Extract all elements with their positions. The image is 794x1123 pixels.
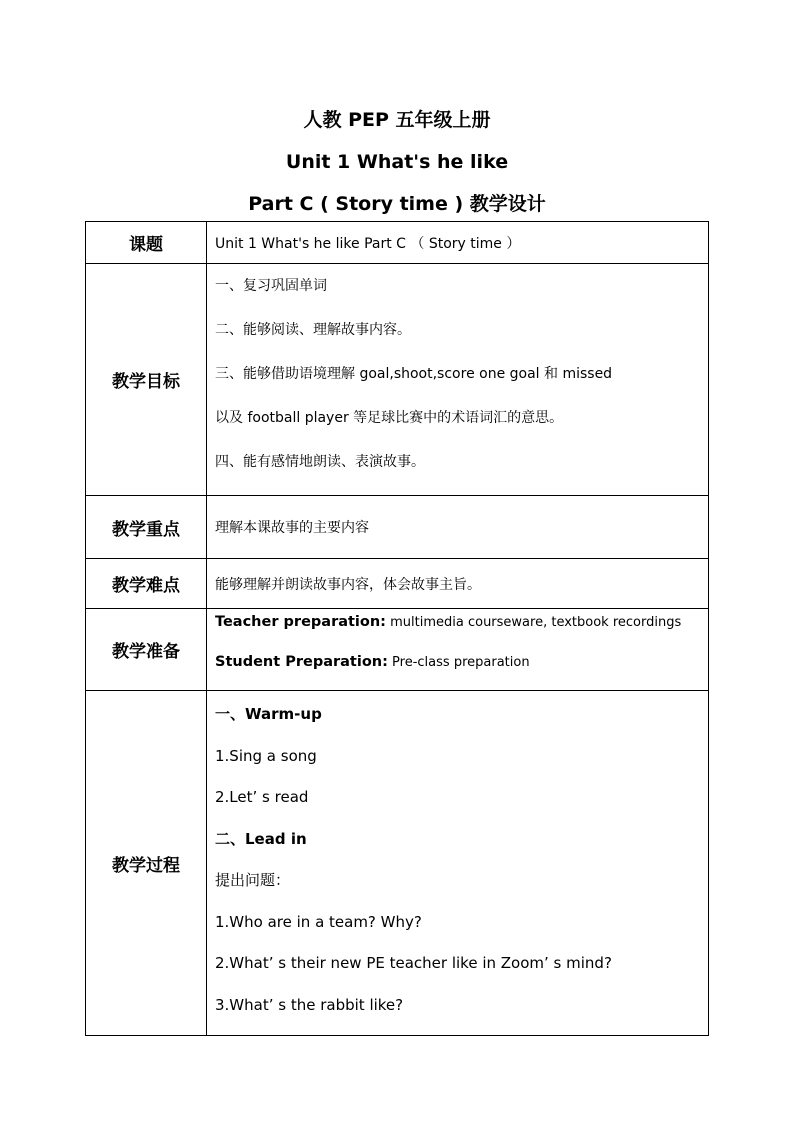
teacher-preparation [215, 610, 700, 650]
table-row-process [86, 691, 709, 1036]
student-preparation-label: Student Preparation: [215, 653, 388, 670]
student-preparation-value: Pre-class preparation [387, 654, 530, 670]
table-row-focus [86, 496, 709, 559]
process-step: 2.Let’ s read [215, 788, 309, 806]
table-row-goals [86, 264, 709, 496]
teacher-preparation-label: Teacher preparation: [215, 613, 386, 630]
table-row-topic [86, 222, 709, 264]
difficulty-label: 教学难点 [86, 559, 207, 609]
goal-item: 二、能够阅读、理解故事内容。 [215, 322, 411, 338]
topic-label: 课题 [86, 222, 207, 264]
topic-value [207, 222, 709, 264]
student-preparation [215, 650, 700, 690]
process-section-heading: 二、Lead in [215, 829, 307, 848]
goals-content [207, 264, 709, 496]
process-content [207, 691, 709, 1036]
document-title-unit: Unit 1 What's he like [285, 151, 509, 173]
lesson-plan-table [85, 221, 709, 1036]
document-title-block [0, 102, 794, 228]
teacher-preparation-value: multimedia courseware, textbook recordings [385, 614, 682, 630]
process-question: 3.What’ s the rabbit like? [215, 995, 404, 1014]
process-step: 提出问题： [215, 871, 291, 889]
focus-text: 理解本课故事的主要内容 [215, 520, 369, 536]
goals-label: 教学目标 [86, 264, 207, 496]
difficulty-value [207, 559, 709, 609]
topic-text: Unit 1 What's he like Part C （ Story time ） [215, 235, 521, 252]
process-section-heading: 一、Warm-up [215, 705, 322, 723]
process-question: 2.What’ s their new PE teacher like in Zoom’ s mind? [215, 954, 612, 972]
goal-item: 一、复习巩固单词 [215, 278, 327, 294]
preparation-content [207, 609, 709, 691]
process-label: 教学过程 [86, 691, 207, 1036]
goal-item: 四、能有感情地朗读、表演故事。 [215, 454, 425, 470]
focus-label: 教学重点 [86, 496, 207, 559]
preparation-label: 教学准备 [86, 609, 207, 691]
process-question: 1.Who are in a team? Why? [215, 912, 422, 931]
goal-item: 三、能够借助语境理解 goal,shoot,score one goal 和 missed [215, 366, 613, 382]
table-row-difficulty [86, 559, 709, 609]
difficulty-text: 能够理解并朗读故事内容，体会故事主旨。 [215, 576, 481, 593]
document-title-part: Part C ( Story time ) 教学设计 [248, 193, 546, 215]
table-row-preparation [86, 609, 709, 691]
document-title-grade: 人教 PEP 五年级上册 [303, 109, 491, 131]
process-step: 1.Sing a song [215, 746, 317, 765]
focus-value [207, 496, 709, 559]
goal-item: 以及 football player 等足球比赛中的术语词汇的意思。 [215, 410, 564, 426]
